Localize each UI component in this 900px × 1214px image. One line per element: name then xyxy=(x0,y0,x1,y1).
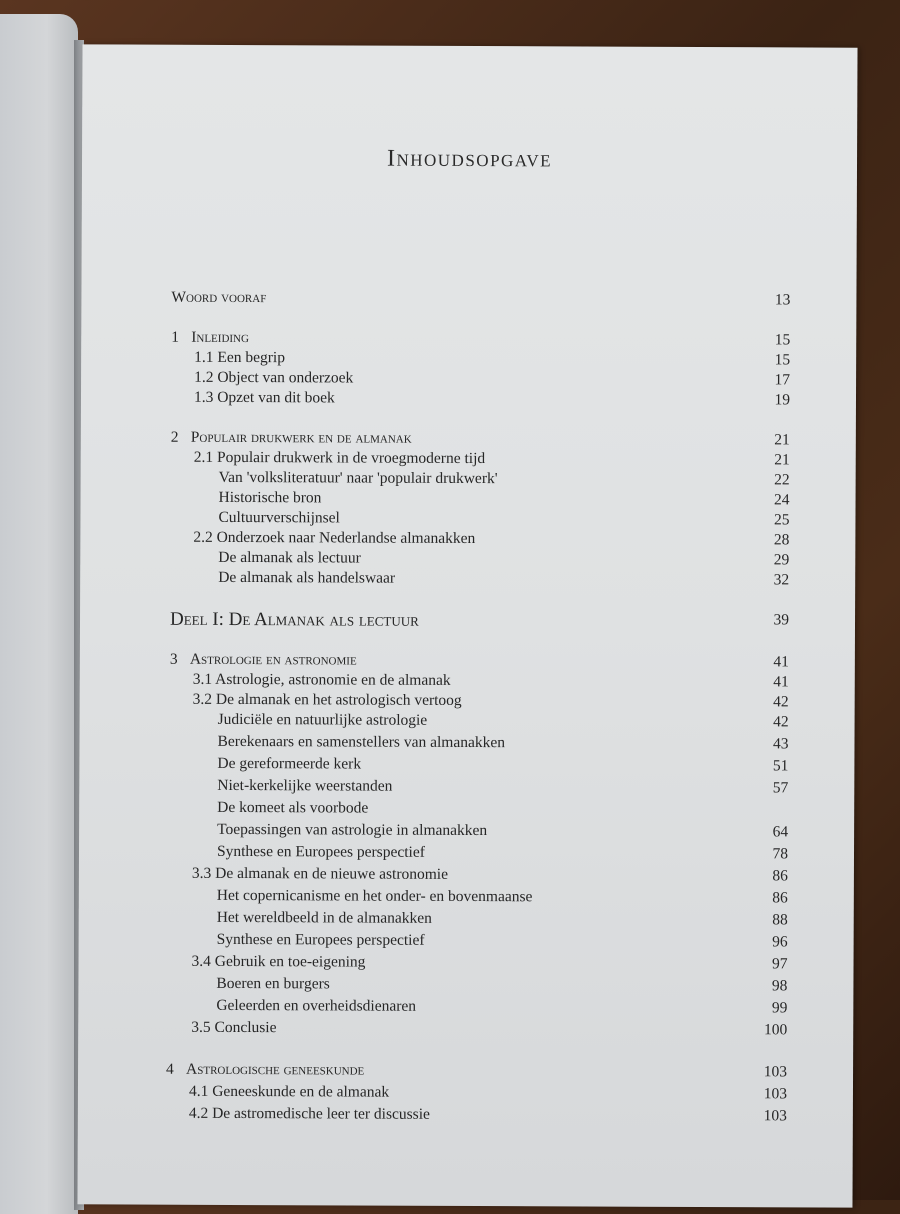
toc-subsection: Judiciële en natuurlijke astrologie 42 xyxy=(217,710,789,731)
toc-chapter-4: 4 Astrologische geneeskunde 103 xyxy=(166,1060,788,1081)
toc-subsection: De komeet als voorbode xyxy=(217,798,369,817)
toc-subsection: Het copernicanisme en het onder- en bovenmaanse 86 xyxy=(216,886,788,907)
toc-section: 3.3 De almanak en de nieuwe astronomie 86 xyxy=(191,864,788,885)
toc-subsection: De almanak als lectuur 29 xyxy=(218,548,790,569)
toc-subsection: Synthese en Europees perspectief 96 xyxy=(216,930,788,951)
toc-subsection: Historische bron 24 xyxy=(218,488,790,509)
toc-section: 2.2 Onderzoek naar Nederlandse almanakken 28 xyxy=(193,528,790,549)
toc-chapter-1: 1 Inleiding 15 xyxy=(171,328,791,349)
toc-subsection: Toepassingen van astrologie in almanakken 64 xyxy=(217,820,789,841)
toc-page xyxy=(77,44,857,1207)
toc-subsection: Cultuurverschijnsel 25 xyxy=(218,508,790,529)
toc-chapter-3: 3 Astrologie en astronomie 41 xyxy=(169,650,789,671)
toc-subsection: Geleerden en overheidsdienaren 99 xyxy=(216,996,788,1017)
toc-section: 4.1 Geneeskunde en de almanak 103 xyxy=(188,1082,787,1103)
toc-subsection: Synthese en Europees perspectief 78 xyxy=(216,842,789,863)
toc-section: 4.2 De astromedische leer ter discussie 103 xyxy=(188,1104,787,1125)
toc-section: 3.4 Gebruik en toe-eigening 97 xyxy=(191,952,788,973)
toc-chapter-2: 2 Populair drukwerk en de almanak 21 xyxy=(170,428,790,449)
toc-part-1: Deel I: De Almanak als lectuur 39 xyxy=(169,608,790,631)
toc-section: 1.1 Een begrip 15 xyxy=(194,348,791,369)
toc-entry-woord-vooraf: Woord vooraf 13 xyxy=(171,288,791,309)
page-title: Inhoudsopgave xyxy=(386,145,553,173)
toc-section: 1.2 Object van onderzoek 17 xyxy=(194,368,791,389)
toc-section: 1.3 Opzet van dit boek 19 xyxy=(193,388,791,409)
toc-section: 2.1 Populair drukwerk in de vroegmoderne tijd 21 xyxy=(193,448,790,469)
toc-subsection: Boeren en burgers 98 xyxy=(216,974,788,995)
toc-subsection: De almanak als handelswaar 32 xyxy=(218,568,790,589)
left-page-edge xyxy=(0,14,78,1214)
toc-section: 3.5 Conclusie 100 xyxy=(191,1018,788,1039)
toc-subsection: Niet-kerkelijke weerstanden 57 xyxy=(217,776,789,797)
toc-section: 3.1 Astrologie, astronomie en de almanak 41 xyxy=(192,670,789,691)
toc-subsection: Van 'volksliteratuur' naar 'populair drukwerk' 22 xyxy=(218,468,790,489)
toc-subsection: De gereformeerde kerk 51 xyxy=(217,754,789,775)
toc-subsection: Berekenaars en samenstellers van almanakken 43 xyxy=(217,732,789,753)
toc-section: 3.2 De almanak en het astrologisch vertoog 42 xyxy=(192,690,789,711)
toc-subsection: Het wereldbeeld in de almanakken 88 xyxy=(216,908,788,929)
